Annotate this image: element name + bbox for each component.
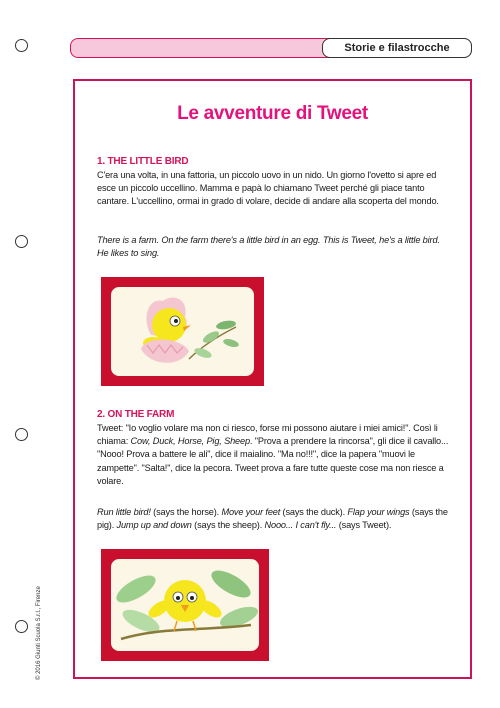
section-label: Storie e filastrocche (322, 38, 472, 58)
heading-part1: 1. THE LITTLE BIRD (97, 156, 189, 167)
paragraph-part1-english (97, 234, 452, 260)
phrase-feet: Move your feet (221, 507, 281, 517)
phrase-feet-speaker: (says the duck). (280, 507, 348, 517)
illustration-bird-in-egg (101, 277, 264, 386)
paragraph-part2-english (97, 506, 452, 532)
binder-hole-2 (15, 235, 28, 248)
phrase-jump-speaker: (says the sheep). (191, 520, 265, 531)
illustration-bird-on-branch (101, 549, 269, 661)
phrase-run: Run little bird! (97, 507, 151, 517)
page-title: Le avventure di Tweet (177, 103, 368, 124)
binder-hole-3 (15, 428, 28, 441)
binder-hole-4 (15, 620, 28, 633)
header-bar (70, 38, 472, 58)
bird-branch-drawing (111, 559, 259, 651)
bird-egg-drawing (111, 287, 254, 376)
phrase-wings-speaker: (says the pig). (97, 507, 448, 531)
copyright-notice: © 2016 Giunti Scuola S.r.l., Firenze (36, 586, 42, 680)
animal-list: Cow, Duck, Horse, Pig, Sheep (130, 436, 250, 447)
part2-text-a: Tweet: "Io voglio volare ma non ci riesco, forse mi possono aiutare i miei amici!". Così li chiama: (97, 423, 438, 447)
part2-text-b: . "Prova a prendere la rincorsa", gli dice il cavallo... "Nooo! Prova a battere le ali", dice il maialino. "Ma no!!!", dice la papera "muovi le zampette". "Salta!", dice la pecora. Tweet prova a fare tutte queste cose ma non riesce a volare. (97, 436, 449, 486)
phrase-jump: Jump up and down (116, 520, 192, 531)
phrase-cant-fly: Nooo... I can't fly... (264, 520, 337, 531)
paragraph-part2-italian (97, 422, 452, 488)
english-text: There is a farm. On the farm there's a little bird in an egg. This is Tweet, he's a little bird. He likes to sing. (97, 235, 440, 259)
phrase-run-speaker: (says the horse). (150, 507, 222, 517)
phrase-wings: Flap your wings (347, 507, 410, 517)
paragraph-part1-italian: C'era una volta, in una fattoria, un piccolo uovo in un nido. Un giorno l'ovetto si apre ed esce un piccolo uccellino. Mamma e papà lo chiamano Tweet perché gli piace tanto cantare. L'uccellino, ormai in grado di volare, decide di andare alla scoperta del mondo. (97, 170, 439, 207)
binder-hole-1 (15, 39, 28, 52)
heading-part2: 2. ON THE FARM (97, 409, 175, 420)
phrase-cant-fly-speaker: (says Tweet). (336, 520, 392, 531)
content-frame (73, 79, 472, 679)
